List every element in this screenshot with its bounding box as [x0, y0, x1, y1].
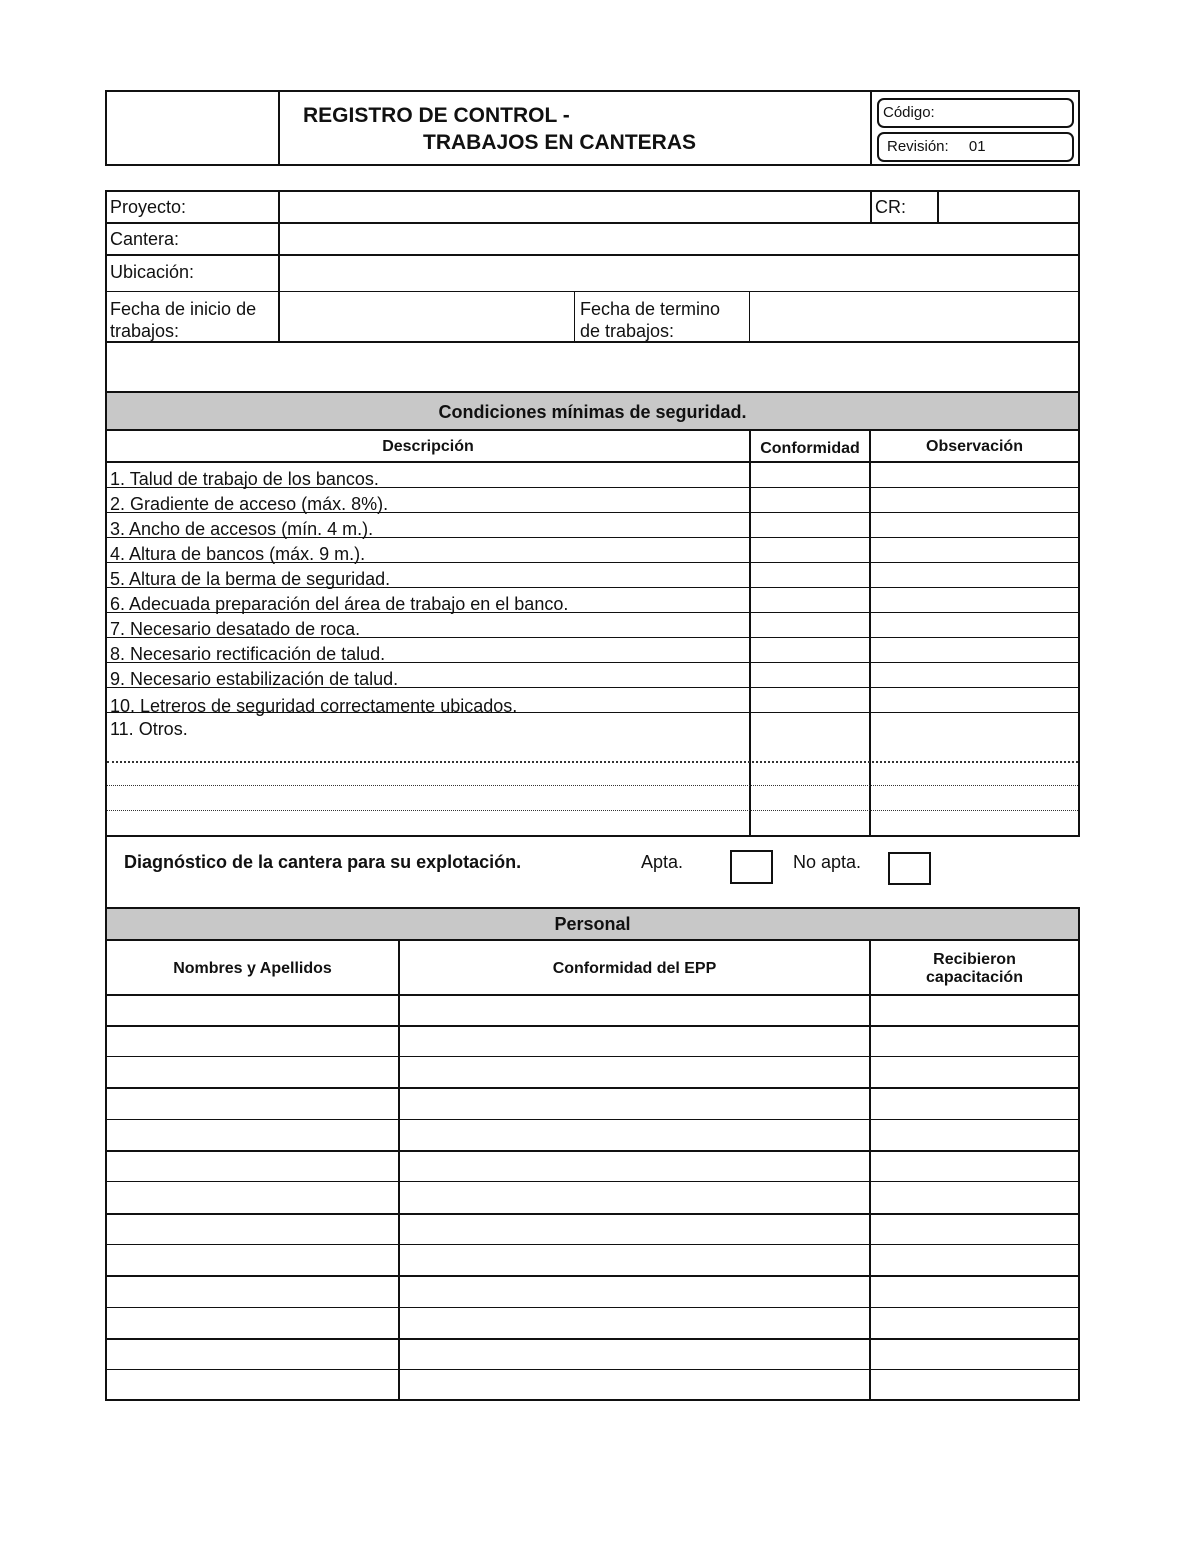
conditions-section-title: Condiciones mínimas de seguridad. — [438, 402, 747, 422]
logo-area — [107, 92, 277, 164]
personal-line-title — [105, 939, 1080, 941]
info-line-2 — [105, 254, 1080, 256]
page-title-line2: TRABAJOS EN CANTERAS — [423, 131, 697, 154]
header-divider-logo — [278, 90, 280, 166]
col-capacitacion — [871, 951, 1078, 987]
header-divider-code — [870, 90, 872, 166]
condition-item-8: 8. Necesario rectificación de talud. — [110, 644, 386, 664]
personal-row-line — [105, 1369, 1080, 1370]
col-descripcion: Descripción — [382, 438, 474, 455]
cond-dotted-line — [107, 785, 1078, 786]
ubicacion-label: Ubicación: — [110, 262, 195, 282]
condition-item-2: 2. Gradiente de acceso (máx. 8%). — [110, 494, 389, 514]
personal-vline-epp — [398, 939, 400, 1401]
condition-item-4: 4. Altura de bancos (máx. 9 m.). — [110, 544, 366, 564]
proyecto-input[interactable] — [282, 194, 867, 220]
personal-row-line — [105, 1025, 1080, 1027]
fecha-termino-label — [580, 298, 720, 342]
apta-checkbox[interactable] — [730, 850, 773, 884]
condition-item-7: 7. Necesario desatado de roca. — [110, 619, 361, 639]
apta-label: Apta. — [641, 852, 684, 872]
diagnostico-label: Diagnóstico de la cantera para su explotación. — [124, 852, 522, 872]
ubicacion-input[interactable] — [282, 258, 1076, 289]
fecha-termino-label-line1: Fecha de termino — [580, 299, 721, 319]
conditions-box — [105, 391, 1080, 837]
proyecto-label: Proyecto: — [110, 197, 187, 217]
personal-vline-capacitacion — [869, 939, 871, 1401]
cr-label: CR: — [875, 197, 906, 217]
col-capacitacion-line2: capacitación — [926, 969, 1023, 986]
condition-item-3: 3. Ancho de accesos (mín. 4 m.). — [110, 519, 374, 539]
no-apta-label: No apta. — [793, 852, 862, 872]
personal-line-header — [105, 994, 1080, 996]
col-conformidad: Conformidad — [760, 440, 860, 457]
diagnostico-left-border — [105, 837, 107, 909]
fecha-inicio-label-line1: Fecha de inicio de — [110, 299, 257, 319]
condition-item-1: 1. Talud de trabajo de los bancos. — [110, 469, 379, 489]
condition-item-10: 10. Letreros de seguridad correctamente ubicados. — [110, 696, 518, 716]
personal-row-line — [105, 1150, 1080, 1152]
personal-row-line — [105, 1213, 1080, 1215]
col-observacion: Observación — [926, 438, 1023, 455]
fecha-termino-label-line2: de trabajos: — [580, 321, 675, 341]
fecha-termino-input[interactable] — [753, 295, 1076, 339]
revision-field[interactable] — [877, 132, 1074, 162]
personal-row-line — [105, 1275, 1080, 1277]
personal-row-line — [105, 1119, 1080, 1120]
conditions-line-header — [105, 461, 1080, 463]
info-line-3 — [105, 291, 1080, 292]
cantera-input[interactable] — [282, 226, 1076, 252]
conditions-vline-conformidad — [749, 429, 751, 837]
conditions-vline-observacion — [869, 429, 871, 837]
fecha-inicio-label-line2: trabajos: — [110, 321, 180, 341]
condition-item-6: 6. Adecuada preparación del área de trabajo en el banco. — [110, 594, 569, 614]
personal-row-line — [105, 1338, 1080, 1340]
fecha-inicio-label — [110, 298, 256, 342]
col-capacitacion-line1: Recibieron — [933, 951, 1016, 968]
col-nombres: Nombres y Apellidos — [173, 960, 332, 977]
cantera-label: Cantera: — [110, 229, 180, 249]
codigo-field[interactable] — [877, 98, 1074, 128]
personal-row-line — [105, 1307, 1080, 1308]
info-vline-termino-label — [574, 291, 575, 342]
condition-item-9: 9. Necesario estabilización de talud. — [110, 669, 399, 689]
no-apta-checkbox[interactable] — [888, 852, 931, 885]
conditions-line-title — [105, 429, 1080, 431]
cond-dotted-line — [107, 761, 1078, 763]
codigo-label: Código: — [883, 104, 935, 121]
personal-row-line — [105, 1181, 1080, 1182]
personal-row-line — [105, 1244, 1080, 1245]
fecha-inicio-input[interactable] — [282, 295, 572, 339]
personal-row-line — [105, 1087, 1080, 1089]
revision-value: 01 — [968, 138, 986, 155]
page-title-line1: REGISTRO DE CONTROL - — [303, 104, 570, 127]
info-vline-labels — [278, 190, 280, 342]
col-epp: Conformidad del EPP — [552, 960, 717, 977]
cr-input[interactable] — [941, 194, 1076, 220]
info-vline-cr — [870, 190, 872, 223]
personal-section-title: Personal — [554, 914, 631, 934]
info-line-1 — [105, 222, 1080, 224]
info-vline-cr-value — [937, 190, 939, 223]
condition-item-11: 11. Otros. — [110, 719, 188, 739]
cond-dotted-line — [107, 810, 1078, 811]
revision-label: Revisión: — [887, 138, 949, 155]
info-vline-termino-value — [749, 291, 750, 342]
condition-item-5: 5. Altura de la berma de seguridad. — [110, 569, 391, 589]
personal-row-line — [105, 1056, 1080, 1057]
